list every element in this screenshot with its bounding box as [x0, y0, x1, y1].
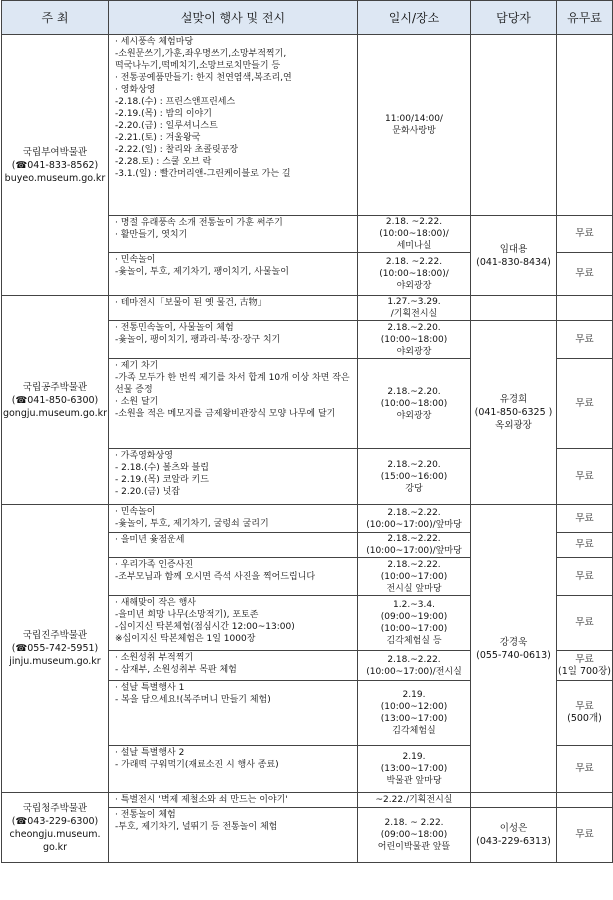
- cell-line: ※십이지신 탁본체험은 1일 1000장: [115, 634, 256, 644]
- cell-line: 야외광장: [396, 346, 432, 357]
- table-row: [2, 793, 613, 808]
- events-cell: [109, 253, 358, 296]
- cell-line: 유경희: [499, 394, 528, 405]
- cell-line: /기획전시실: [390, 309, 438, 319]
- cell-line: - 삼재부, 소원성취부 목판 체험: [115, 665, 237, 675]
- events-cell: [109, 681, 358, 746]
- header-fee: 유무료: [557, 1, 613, 35]
- cell-line: 옥외광장: [495, 420, 532, 431]
- cell-line: - 2.20.(금) 넛잡: [115, 487, 180, 497]
- cell-line: 국립부여박물관: [22, 146, 88, 158]
- cell-line: 국립공주박물관: [22, 381, 88, 393]
- events-cell: [109, 596, 358, 651]
- cell-line: ~2.22./기획전시실: [375, 795, 453, 805]
- cell-line: -윷놀이, 팽이치기, 팽과리·북·장·장구 치기: [115, 335, 281, 345]
- cell-line: 국립진주박물관: [22, 630, 88, 641]
- cell-line: 1.2.~3.4.: [393, 600, 435, 610]
- manager-cell: [471, 216, 557, 296]
- cell-line: · 설날 특별행사 2: [115, 748, 185, 758]
- cell-line: -십이지신 탁본체험(점심시간 12:00~13:00): [115, 622, 295, 632]
- cell-line: gongju.museum.go.kr: [2, 407, 108, 419]
- header-events: 설맞이 행사 및 전시: [109, 1, 358, 35]
- cell-line: cheongju.museum.: [9, 828, 101, 840]
- cell-line: -2.28.토) : 스쿨 오브 락: [115, 157, 212, 167]
- when-cell: [358, 505, 471, 533]
- header-manager: 담당자: [471, 1, 557, 35]
- cell-line: -2.20.(금) : 일루셔니스트: [115, 121, 218, 131]
- cell-line: -2.18.(수) : 프린스앤프린세스: [115, 97, 236, 107]
- cell-line: 2.18.~2.22.: [387, 654, 441, 665]
- cell-line: (10:00~17:00): [380, 571, 448, 582]
- cell-line: -조부모님과 함께 오시면 즉석 사진을 찍어드립니다: [115, 572, 316, 582]
- cell-line: -투호, 제기차기, 널뛰기 등 전통놀이 체험: [115, 822, 278, 832]
- events-cell: [109, 359, 358, 449]
- cell-line: 2.18.~2.20.: [387, 386, 441, 397]
- org-cell: [2, 793, 109, 863]
- cell-line: · 민속놀이: [115, 507, 156, 517]
- event-table: [1, 0, 613, 863]
- cell-line: (500개): [567, 713, 602, 724]
- cell-line: 무료: [575, 701, 594, 712]
- cell-line: 2.18. ~2.22.: [385, 257, 443, 267]
- header-when: 일시/장소: [358, 1, 471, 35]
- fee-cell: [557, 35, 613, 216]
- manager-cell: [471, 505, 557, 793]
- cell-line: (☎041-850-6300): [11, 394, 99, 406]
- cell-line: - 가래떡 구워먹기(재료소진 시 행사 종료): [115, 760, 279, 770]
- org-cell: [2, 505, 109, 793]
- cell-line: -을미년 희망 나무(소망적기), 포토존: [115, 610, 259, 620]
- cell-line: · 활만들기, 엿치기: [115, 230, 188, 240]
- cell-line: · 새해맞이 작은 행사: [115, 598, 196, 608]
- cell-line: 1.27.~3.29.: [387, 297, 441, 307]
- fee-cell: 무료: [557, 449, 613, 505]
- fee-cell: 무료: [557, 596, 613, 651]
- cell-line: 김각체험실 등: [386, 636, 442, 646]
- events-cell: [109, 505, 358, 533]
- cell-line: jinju.museum.go.kr: [9, 656, 101, 667]
- fee-cell: [557, 793, 613, 808]
- table-body: [2, 35, 613, 863]
- cell-line: · 소원성취 부적찍기: [115, 653, 194, 663]
- fee-cell: [557, 651, 613, 681]
- cell-line: 2.18.~2.22.: [387, 534, 441, 544]
- cell-line: - 2.19.(목) 코알라 키드: [115, 475, 209, 485]
- cell-line: 2.18.~2.20.: [387, 322, 441, 333]
- cell-line: 강당: [405, 483, 423, 494]
- manager-cell-empty: [471, 793, 557, 808]
- cell-line: (10:00~17:00)/앞마당: [366, 546, 462, 556]
- cell-line: -가족 모두가 한 번씩 제기를 차서 합계 10개 이상 차면 작은 선물 증정: [115, 373, 350, 395]
- cell-line: (10:00~17:00): [380, 624, 448, 634]
- events-cell: [109, 793, 358, 808]
- cell-line: 국립청주박물관: [22, 802, 88, 814]
- manager-cell-empty: [471, 296, 557, 321]
- cell-line: · 특별전시 '벽제 제철소와 쇠 만드는 이야기': [115, 795, 288, 805]
- cell-line: · 을미년 윷점운세: [115, 535, 185, 545]
- cell-line: 임대용: [499, 243, 528, 255]
- cell-line: 2.18.~2.22.: [387, 507, 441, 518]
- cell-line: (☎043-229-6300): [11, 815, 99, 827]
- cell-line: · 제기 차기: [115, 361, 159, 371]
- when-cell: [358, 321, 471, 359]
- cell-line: (10:00~18:00)/: [379, 269, 449, 279]
- events-cell: [109, 35, 358, 216]
- fee-cell: [557, 681, 613, 746]
- cell-line: (10:00~18:00)/: [379, 229, 449, 239]
- cell-line: 2.18.~2.20.: [387, 459, 441, 470]
- cell-line: 야외광장: [396, 281, 432, 291]
- fee-cell: 무료: [557, 505, 613, 533]
- fee-cell: 무료: [557, 359, 613, 449]
- cell-line: (☎055-742-5951): [11, 643, 99, 654]
- cell-line: · 가족영화상영: [115, 451, 173, 461]
- cell-line: -2.22.(일) : 찰리와 초콜릿공장: [115, 145, 239, 155]
- manager-cell: [471, 808, 557, 863]
- cell-line: · 테마전시「보물이 된 옛 물건, 古物」: [115, 298, 267, 308]
- when-cell: [358, 681, 471, 746]
- cell-line: 11:00/14:00/: [385, 114, 443, 124]
- cell-line: (041-850-6325 ): [474, 407, 553, 418]
- when-cell: [358, 808, 471, 863]
- when-cell: [358, 35, 471, 216]
- cell-line: -소원을 적은 메모지를 금제왕비관장식 모양 나무에 달기: [115, 409, 336, 419]
- fee-cell: 무료: [557, 746, 613, 793]
- cell-line: -2.21.(토) : 겨울왕국: [115, 133, 201, 143]
- cell-line: 2.18.~2.22.: [387, 559, 441, 570]
- cell-line: 2.19.: [402, 690, 426, 700]
- cell-line: (09:00~19:00): [380, 612, 448, 622]
- when-cell: [358, 449, 471, 505]
- cell-line: -윷놀이, 투호, 제기차기, 팽이치기, 사물놀이: [115, 267, 289, 277]
- cell-line: 박물관 앞마당: [386, 776, 442, 786]
- header-org: 주 최: [2, 1, 109, 35]
- cell-line: · 전통민속놀이, 사물놀이 체험: [115, 323, 234, 333]
- when-cell: [358, 596, 471, 651]
- cell-line: · 전통공예품만들기: 한지 천연염색,복조리,연: [115, 73, 292, 83]
- when-cell: [358, 359, 471, 449]
- cell-line: (13:00~17:00): [380, 714, 448, 724]
- cell-line: 야외광장: [396, 410, 432, 421]
- cell-line: -2.19.(목) : 밤의 이야기: [115, 109, 212, 119]
- fee-cell: 무료: [557, 558, 613, 596]
- events-cell: [109, 533, 358, 558]
- when-cell: [358, 746, 471, 793]
- cell-line: 어린이박물관 앞뜰: [377, 842, 451, 852]
- fee-cell: 무료: [557, 321, 613, 359]
- events-cell: [109, 746, 358, 793]
- org-cell: [2, 35, 109, 296]
- cell-line: 세미나실: [396, 241, 432, 251]
- cell-line: 2.18. ~ 2.22.: [384, 818, 444, 828]
- cell-line: (10:00~18:00): [380, 398, 448, 409]
- table-row: [2, 296, 613, 321]
- cell-line: · 소원 달기: [115, 397, 159, 407]
- cell-line: 전시실 앞마당: [386, 583, 442, 594]
- events-cell: [109, 558, 358, 596]
- cell-line: 김각체험실: [392, 726, 436, 736]
- cell-line: · 민속놀이: [115, 255, 156, 265]
- header-row: [2, 1, 613, 35]
- cell-line: -소원문쓰기,가훈,좌우명쓰기,소망부적찍기,: [115, 49, 287, 59]
- fee-cell: 무료: [557, 253, 613, 296]
- cell-line: · 명절 유래풍속 소개 전통놀이 가훈 써주기: [115, 218, 283, 228]
- cell-line: (1일 700장): [558, 665, 611, 677]
- cell-line: 강경욱: [499, 636, 528, 648]
- cell-line: -3.1.(일) : 빨간머리앤-그린케이블로 가는 길: [115, 169, 291, 179]
- events-cell: [109, 808, 358, 863]
- table-row: [2, 505, 613, 533]
- cell-line: · 세시풍속 체험마당: [115, 37, 194, 47]
- cell-line: 문화사랑방: [392, 126, 436, 136]
- cell-line: - 복을 담으세요!(복주머니 만들기 체험): [115, 695, 271, 705]
- cell-line: (09:00~18:00): [380, 830, 448, 840]
- cell-line: (043-229-6313): [476, 836, 551, 847]
- cell-line: (041-830-8434): [476, 256, 551, 268]
- when-cell: [358, 651, 471, 681]
- when-cell: [358, 296, 471, 321]
- fee-cell: 무료: [557, 533, 613, 558]
- cell-line: 이성은: [499, 823, 528, 834]
- cell-line: (10:00~17:00)/전시실: [366, 666, 462, 677]
- cell-line: -윷놀이, 투호, 제기차기, 굴렁쇠 굴리기: [115, 519, 269, 529]
- cell-line: (10:00~18:00): [380, 334, 448, 345]
- fee-cell: [557, 296, 613, 321]
- when-cell: [358, 216, 471, 253]
- cell-line: 2.19.: [402, 752, 426, 762]
- cell-line: (10:00~17:00)/앞마당: [366, 519, 462, 530]
- fee-cell: 무료: [557, 808, 613, 863]
- fee-cell: 무료: [557, 216, 613, 253]
- events-cell: [109, 321, 358, 359]
- cell-line: · 영화상영: [115, 85, 156, 95]
- cell-line: go.kr: [42, 841, 68, 853]
- events-cell: [109, 216, 358, 253]
- cell-line: (13:00~17:00): [380, 764, 448, 774]
- manager-cell-empty: [471, 35, 557, 216]
- events-cell: [109, 651, 358, 681]
- cell-line: 2.18. ~2.22.: [385, 217, 443, 227]
- cell-line: (10:00~12:00): [380, 702, 448, 712]
- cell-line: (15:00~16:00): [380, 471, 448, 482]
- cell-line: · 설날 특별행사 1: [115, 683, 185, 693]
- cell-line: · 전통놀이 체험: [115, 810, 176, 820]
- when-cell: [358, 558, 471, 596]
- when-cell: [358, 533, 471, 558]
- when-cell: [358, 253, 471, 296]
- table-row: [2, 35, 613, 216]
- cell-line: · 우리가족 인증사진: [115, 560, 194, 570]
- cell-line: buyeo.museum.go.kr: [4, 172, 106, 184]
- events-cell: [109, 449, 358, 505]
- cell-line: (☎041-833-8562): [11, 159, 99, 171]
- cell-line: - 2.18.(수) 볼츠와 블립: [115, 463, 209, 473]
- org-cell: [2, 296, 109, 505]
- cell-line: (055-740-0613): [476, 649, 551, 661]
- when-cell: [358, 793, 471, 808]
- manager-cell: [471, 321, 557, 505]
- events-cell: [109, 296, 358, 321]
- cell-line: 떡국나누기,떡메치기,소망브로치만들기 등: [115, 61, 281, 71]
- cell-line: 무료: [575, 653, 594, 665]
